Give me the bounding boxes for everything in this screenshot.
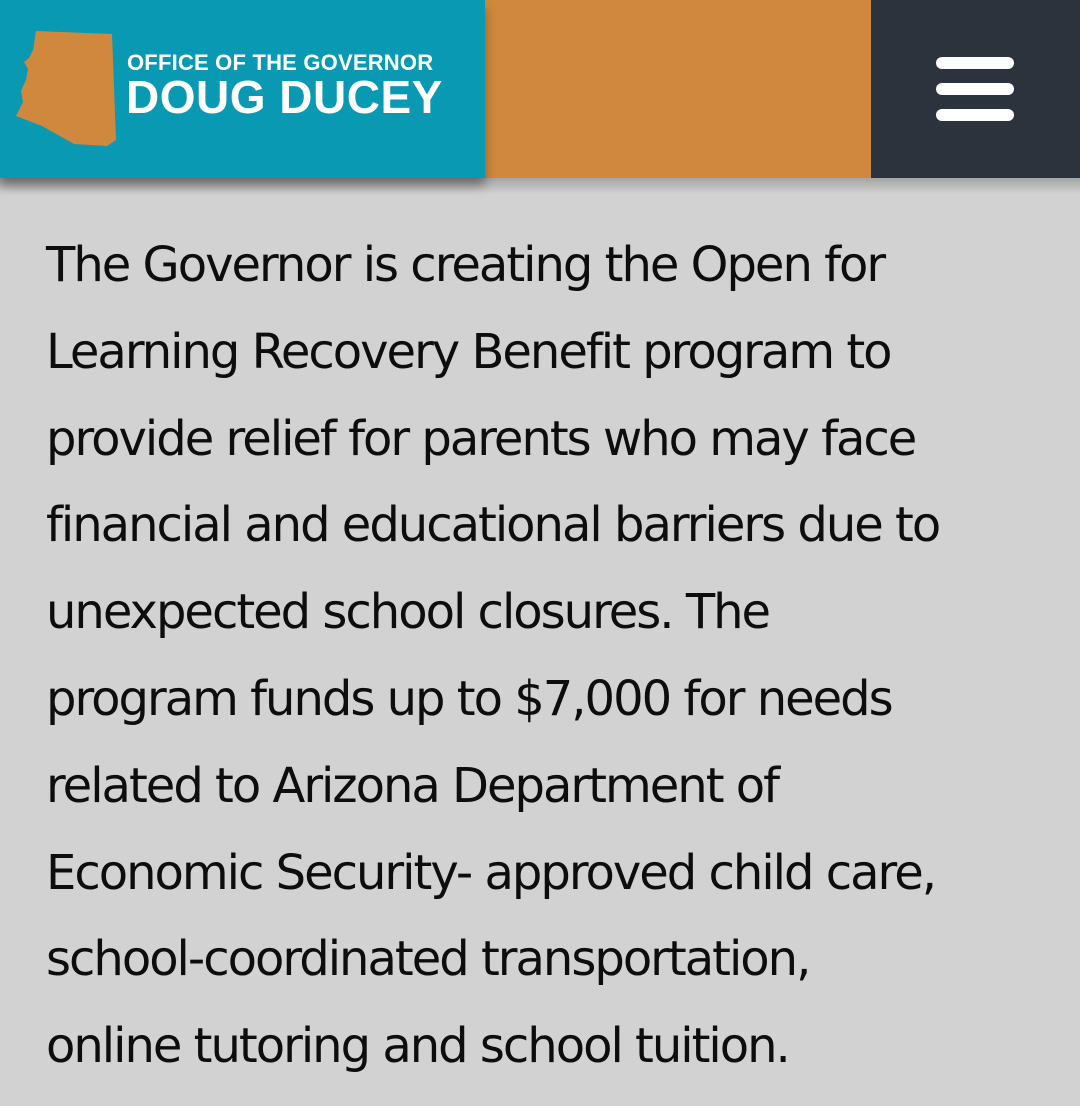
article-paragraph (46, 222, 1056, 1090)
menu-bar (936, 109, 1014, 121)
paragraph-line: financial and educational barriers due to (46, 497, 940, 554)
paragraph-line: Economic Security- approved child care, (46, 844, 936, 901)
paragraph-line: related to Arizona Department of (46, 757, 779, 814)
paragraph-line: online tutoring and school tuition. (46, 1018, 789, 1075)
governor-name: DOUG DUCEY (126, 71, 443, 123)
menu-bar (936, 83, 1014, 95)
site-logo-link[interactable] (0, 0, 485, 178)
hamburger-menu-icon[interactable] (936, 57, 1014, 121)
paragraph-line: school-coordinated transportation, (46, 931, 810, 988)
paragraph-line: The Governor is creating the Open for (46, 237, 885, 293)
header-shadow (0, 178, 1080, 194)
office-title: OFFICE OF THE GOVERNOR (127, 50, 434, 75)
menu-bar (936, 57, 1014, 69)
paragraph-line: Learning Recovery Benefit program to (46, 323, 891, 380)
site-header (0, 0, 1080, 178)
paragraph-line: unexpected school closures. The (46, 584, 770, 641)
paragraph-line: program funds up to $7,000 for needs (46, 670, 892, 727)
arizona-state-shape-icon (14, 28, 118, 148)
paragraph-line: provide relief for parents who may face (46, 410, 916, 467)
